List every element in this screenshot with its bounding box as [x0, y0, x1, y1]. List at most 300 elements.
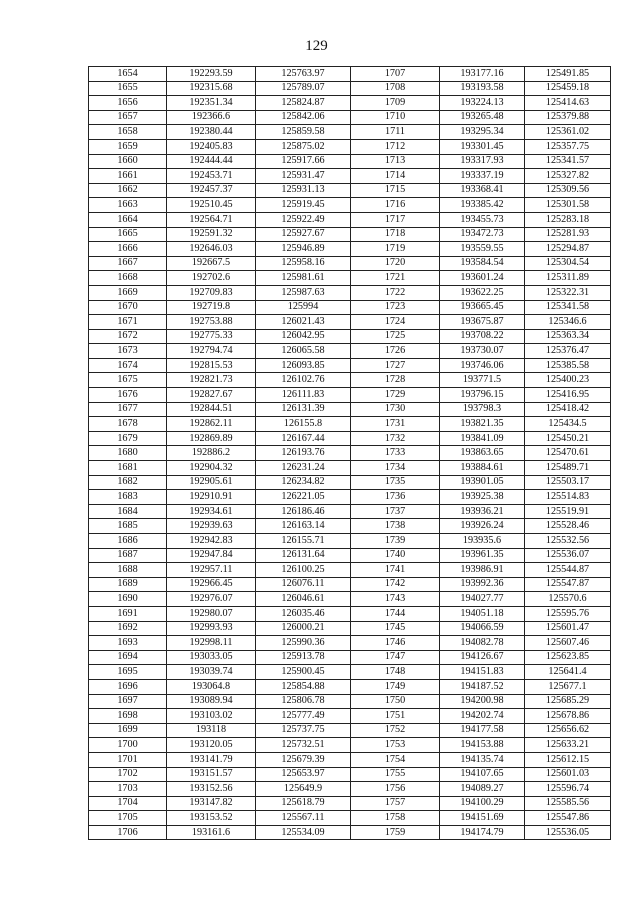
y-coordinate-left-cell: 126046.61: [256, 592, 351, 607]
point-number-right-cell: 1747: [351, 650, 440, 665]
y-coordinate-left-cell: 126035.46: [256, 606, 351, 621]
y-coordinate-right-cell: 125470.61: [525, 446, 611, 461]
x-coordinate-right-cell: 193925.38: [440, 490, 525, 505]
point-number-left-cell: 1680: [89, 446, 167, 461]
x-coordinate-right-cell: 194135.74: [440, 752, 525, 767]
point-number-left-cell: 1703: [89, 782, 167, 797]
table-row: [89, 81, 611, 96]
table-row: [89, 198, 611, 213]
point-number-right-cell: 1721: [351, 271, 440, 286]
x-coordinate-right-cell: 194100.29: [440, 796, 525, 811]
y-coordinate-left-cell: 125927.67: [256, 227, 351, 242]
x-coordinate-left-cell: 192905.61: [167, 475, 256, 490]
point-number-right-cell: 1711: [351, 125, 440, 140]
y-coordinate-right-cell: 125601.03: [525, 767, 611, 782]
table-row: [89, 782, 611, 797]
table-body: [89, 67, 611, 840]
point-number-left-cell: 1664: [89, 212, 167, 227]
point-number-right-cell: 1717: [351, 212, 440, 227]
point-number-right-cell: 1727: [351, 358, 440, 373]
x-coordinate-right-cell: 194174.79: [440, 825, 525, 840]
point-number-left-cell: 1692: [89, 621, 167, 636]
y-coordinate-left-cell: 125987.63: [256, 285, 351, 300]
table-row: [89, 329, 611, 344]
x-coordinate-right-cell: 193193.58: [440, 81, 525, 96]
x-coordinate-left-cell: 192405.83: [167, 139, 256, 154]
x-coordinate-right-cell: 193295.34: [440, 125, 525, 140]
y-coordinate-left-cell: 126000.21: [256, 621, 351, 636]
x-coordinate-left-cell: 192862.11: [167, 417, 256, 432]
y-coordinate-left-cell: 125922.49: [256, 212, 351, 227]
table-row: [89, 227, 611, 242]
point-number-left-cell: 1687: [89, 548, 167, 563]
x-coordinate-left-cell: 193120.05: [167, 738, 256, 753]
y-coordinate-right-cell: 125346.6: [525, 315, 611, 330]
point-number-left-cell: 1663: [89, 198, 167, 213]
point-number-left-cell: 1698: [89, 709, 167, 724]
x-coordinate-left-cell: 192351.34: [167, 96, 256, 111]
point-number-right-cell: 1751: [351, 709, 440, 724]
point-number-right-cell: 1722: [351, 285, 440, 300]
point-number-left-cell: 1679: [89, 431, 167, 446]
table-row: [89, 606, 611, 621]
point-number-right-cell: 1730: [351, 402, 440, 417]
y-coordinate-right-cell: 125536.05: [525, 825, 611, 840]
x-coordinate-left-cell: 192957.11: [167, 563, 256, 578]
table-row: [89, 592, 611, 607]
x-coordinate-left-cell: 193033.05: [167, 650, 256, 665]
table-row: [89, 679, 611, 694]
x-coordinate-right-cell: 194051.18: [440, 606, 525, 621]
point-number-left-cell: 1702: [89, 767, 167, 782]
y-coordinate-right-cell: 125596.74: [525, 782, 611, 797]
table-row: [89, 621, 611, 636]
x-coordinate-left-cell: 192667.5: [167, 256, 256, 271]
table-row: [89, 285, 611, 300]
table-row: [89, 110, 611, 125]
x-coordinate-left-cell: 192646.03: [167, 242, 256, 257]
point-number-right-cell: 1734: [351, 461, 440, 476]
table-row: [89, 490, 611, 505]
x-coordinate-left-cell: 192453.71: [167, 169, 256, 184]
point-number-right-cell: 1720: [351, 256, 440, 271]
point-number-left-cell: 1660: [89, 154, 167, 169]
x-coordinate-right-cell: 193622.25: [440, 285, 525, 300]
table-row: [89, 461, 611, 476]
point-number-left-cell: 1683: [89, 490, 167, 505]
point-number-left-cell: 1694: [89, 650, 167, 665]
x-coordinate-right-cell: 193455.73: [440, 212, 525, 227]
x-coordinate-right-cell: 193771.5: [440, 373, 525, 388]
x-coordinate-right-cell: 193472.73: [440, 227, 525, 242]
x-coordinate-left-cell: 192980.07: [167, 606, 256, 621]
x-coordinate-left-cell: 192976.07: [167, 592, 256, 607]
x-coordinate-right-cell: 193224.13: [440, 96, 525, 111]
point-number-left-cell: 1693: [89, 636, 167, 651]
point-number-left-cell: 1655: [89, 81, 167, 96]
table-row: [89, 315, 611, 330]
x-coordinate-left-cell: 192815.53: [167, 358, 256, 373]
x-coordinate-right-cell: 193986.91: [440, 563, 525, 578]
x-coordinate-right-cell: 193317.93: [440, 154, 525, 169]
table-row: [89, 183, 611, 198]
y-coordinate-right-cell: 125595.76: [525, 606, 611, 621]
x-coordinate-left-cell: 193152.56: [167, 782, 256, 797]
x-coordinate-left-cell: 192366.6: [167, 110, 256, 125]
y-coordinate-left-cell: 125981.61: [256, 271, 351, 286]
point-number-right-cell: 1749: [351, 679, 440, 694]
y-coordinate-right-cell: 125601.47: [525, 621, 611, 636]
x-coordinate-left-cell: 193161.6: [167, 825, 256, 840]
y-coordinate-left-cell: 125994: [256, 300, 351, 315]
y-coordinate-right-cell: 125301.58: [525, 198, 611, 213]
point-number-right-cell: 1724: [351, 315, 440, 330]
x-coordinate-left-cell: 192827.67: [167, 388, 256, 403]
y-coordinate-left-cell: 126076.11: [256, 577, 351, 592]
table-row: [89, 825, 611, 840]
y-coordinate-right-cell: 125361.02: [525, 125, 611, 140]
x-coordinate-left-cell: 192293.59: [167, 67, 256, 82]
y-coordinate-left-cell: 126234.82: [256, 475, 351, 490]
x-coordinate-left-cell: 192315.68: [167, 81, 256, 96]
point-number-left-cell: 1657: [89, 110, 167, 125]
y-coordinate-right-cell: 125685.29: [525, 694, 611, 709]
y-coordinate-left-cell: 125777.49: [256, 709, 351, 724]
y-coordinate-left-cell: 125946.89: [256, 242, 351, 257]
point-number-right-cell: 1756: [351, 782, 440, 797]
y-coordinate-left-cell: 126131.39: [256, 402, 351, 417]
y-coordinate-right-cell: 125294.87: [525, 242, 611, 257]
x-coordinate-left-cell: 193147.82: [167, 796, 256, 811]
x-coordinate-left-cell: 192939.63: [167, 519, 256, 534]
table-row: [89, 431, 611, 446]
point-number-right-cell: 1726: [351, 344, 440, 359]
point-number-right-cell: 1753: [351, 738, 440, 753]
y-coordinate-right-cell: 125633.21: [525, 738, 611, 753]
table-row: [89, 811, 611, 826]
x-coordinate-left-cell: 192702.6: [167, 271, 256, 286]
y-coordinate-right-cell: 125489.71: [525, 461, 611, 476]
y-coordinate-right-cell: 125450.21: [525, 431, 611, 446]
y-coordinate-right-cell: 125341.58: [525, 300, 611, 315]
y-coordinate-right-cell: 125281.93: [525, 227, 611, 242]
x-coordinate-left-cell: 192380.44: [167, 125, 256, 140]
y-coordinate-right-cell: 125379.88: [525, 110, 611, 125]
x-coordinate-right-cell: 194202.74: [440, 709, 525, 724]
y-coordinate-right-cell: 125536.07: [525, 548, 611, 563]
y-coordinate-left-cell: 125990.36: [256, 636, 351, 651]
x-coordinate-right-cell: 193730.07: [440, 344, 525, 359]
table-row: [89, 373, 611, 388]
y-coordinate-right-cell: 125607.46: [525, 636, 611, 651]
x-coordinate-left-cell: 192775.33: [167, 329, 256, 344]
y-coordinate-left-cell: 125913.78: [256, 650, 351, 665]
x-coordinate-left-cell: 193151.57: [167, 767, 256, 782]
x-coordinate-left-cell: 192886.2: [167, 446, 256, 461]
y-coordinate-left-cell: 126155.8: [256, 417, 351, 432]
point-number-right-cell: 1729: [351, 388, 440, 403]
y-coordinate-right-cell: 125327.82: [525, 169, 611, 184]
y-coordinate-right-cell: 125341.57: [525, 154, 611, 169]
x-coordinate-right-cell: 193936.21: [440, 504, 525, 519]
y-coordinate-right-cell: 125585.56: [525, 796, 611, 811]
x-coordinate-left-cell: 192444.44: [167, 154, 256, 169]
table-row: [89, 402, 611, 417]
x-coordinate-left-cell: 192966.45: [167, 577, 256, 592]
x-coordinate-right-cell: 194151.69: [440, 811, 525, 826]
y-coordinate-left-cell: 126155.71: [256, 534, 351, 549]
point-number-left-cell: 1661: [89, 169, 167, 184]
point-number-left-cell: 1658: [89, 125, 167, 140]
x-coordinate-right-cell: 194153.88: [440, 738, 525, 753]
y-coordinate-left-cell: 125931.47: [256, 169, 351, 184]
point-number-right-cell: 1759: [351, 825, 440, 840]
point-number-left-cell: 1677: [89, 402, 167, 417]
x-coordinate-right-cell: 194027.77: [440, 592, 525, 607]
table-row: [89, 752, 611, 767]
x-coordinate-left-cell: 192844.51: [167, 402, 256, 417]
x-coordinate-right-cell: 193675.87: [440, 315, 525, 330]
point-number-right-cell: 1735: [351, 475, 440, 490]
y-coordinate-left-cell: 126221.05: [256, 490, 351, 505]
point-number-right-cell: 1709: [351, 96, 440, 111]
x-coordinate-left-cell: 192934.61: [167, 504, 256, 519]
x-coordinate-right-cell: 193301.45: [440, 139, 525, 154]
x-coordinate-left-cell: 192821.73: [167, 373, 256, 388]
point-number-left-cell: 1674: [89, 358, 167, 373]
page-number: 129: [305, 38, 328, 54]
point-number-right-cell: 1748: [351, 665, 440, 680]
y-coordinate-right-cell: 125503.17: [525, 475, 611, 490]
table-row: [89, 358, 611, 373]
point-number-right-cell: 1708: [351, 81, 440, 96]
point-number-left-cell: 1670: [89, 300, 167, 315]
point-number-left-cell: 1673: [89, 344, 167, 359]
point-number-right-cell: 1716: [351, 198, 440, 213]
x-coordinate-right-cell: 193935.6: [440, 534, 525, 549]
point-number-left-cell: 1667: [89, 256, 167, 271]
x-coordinate-right-cell: 193798.3: [440, 402, 525, 417]
point-number-left-cell: 1659: [89, 139, 167, 154]
y-coordinate-left-cell: 125824.87: [256, 96, 351, 111]
point-number-right-cell: 1737: [351, 504, 440, 519]
y-coordinate-left-cell: 125789.07: [256, 81, 351, 96]
y-coordinate-right-cell: 125434.5: [525, 417, 611, 432]
table-row: [89, 67, 611, 82]
x-coordinate-left-cell: 192510.45: [167, 198, 256, 213]
point-number-right-cell: 1707: [351, 67, 440, 82]
x-coordinate-right-cell: 193884.61: [440, 461, 525, 476]
x-coordinate-left-cell: 192753.88: [167, 315, 256, 330]
point-number-right-cell: 1743: [351, 592, 440, 607]
table-row: [89, 446, 611, 461]
x-coordinate-left-cell: 193089.94: [167, 694, 256, 709]
y-coordinate-right-cell: 125544.87: [525, 563, 611, 578]
x-coordinate-left-cell: 192910.91: [167, 490, 256, 505]
point-number-right-cell: 1740: [351, 548, 440, 563]
point-number-left-cell: 1697: [89, 694, 167, 709]
table-row: [89, 723, 611, 738]
table-row: [89, 344, 611, 359]
x-coordinate-right-cell: 194107.65: [440, 767, 525, 782]
table-row: [89, 767, 611, 782]
y-coordinate-left-cell: 126102.76: [256, 373, 351, 388]
y-coordinate-left-cell: 125919.45: [256, 198, 351, 213]
y-coordinate-left-cell: 125958.16: [256, 256, 351, 271]
y-coordinate-left-cell: 126021.43: [256, 315, 351, 330]
point-number-left-cell: 1665: [89, 227, 167, 242]
x-coordinate-right-cell: 194066.59: [440, 621, 525, 636]
x-coordinate-left-cell: 192719.8: [167, 300, 256, 315]
y-coordinate-right-cell: 125532.56: [525, 534, 611, 549]
point-number-left-cell: 1654: [89, 67, 167, 82]
table-row: [89, 694, 611, 709]
x-coordinate-right-cell: 193337.19: [440, 169, 525, 184]
x-coordinate-right-cell: 193901.05: [440, 475, 525, 490]
y-coordinate-right-cell: 125459.18: [525, 81, 611, 96]
point-number-left-cell: 1672: [89, 329, 167, 344]
y-coordinate-right-cell: 125418.42: [525, 402, 611, 417]
table-row: [89, 519, 611, 534]
point-number-right-cell: 1739: [351, 534, 440, 549]
table-row: [89, 125, 611, 140]
point-number-right-cell: 1757: [351, 796, 440, 811]
point-number-right-cell: 1728: [351, 373, 440, 388]
y-coordinate-right-cell: 125641.4: [525, 665, 611, 680]
x-coordinate-left-cell: 192591.32: [167, 227, 256, 242]
y-coordinate-right-cell: 125623.85: [525, 650, 611, 665]
point-number-left-cell: 1701: [89, 752, 167, 767]
y-coordinate-right-cell: 125547.86: [525, 811, 611, 826]
y-coordinate-left-cell: 125763.97: [256, 67, 351, 82]
point-number-left-cell: 1678: [89, 417, 167, 432]
coordinates-table: [88, 66, 611, 840]
x-coordinate-left-cell: 193141.79: [167, 752, 256, 767]
point-number-left-cell: 1656: [89, 96, 167, 111]
y-coordinate-left-cell: 126131.64: [256, 548, 351, 563]
point-number-left-cell: 1676: [89, 388, 167, 403]
x-coordinate-right-cell: 193961.35: [440, 548, 525, 563]
x-coordinate-left-cell: 192564.71: [167, 212, 256, 227]
point-number-left-cell: 1690: [89, 592, 167, 607]
y-coordinate-left-cell: 125917.66: [256, 154, 351, 169]
y-coordinate-right-cell: 125528.46: [525, 519, 611, 534]
table-row: [89, 242, 611, 257]
point-number-right-cell: 1736: [351, 490, 440, 505]
y-coordinate-left-cell: 126186.46: [256, 504, 351, 519]
y-coordinate-left-cell: 125859.58: [256, 125, 351, 140]
y-coordinate-left-cell: 126163.14: [256, 519, 351, 534]
y-coordinate-right-cell: 125677.1: [525, 679, 611, 694]
table-row: [89, 563, 611, 578]
table-row: [89, 169, 611, 184]
y-coordinate-right-cell: 125311.89: [525, 271, 611, 286]
y-coordinate-right-cell: 125612.15: [525, 752, 611, 767]
x-coordinate-right-cell: 194187.52: [440, 679, 525, 694]
y-coordinate-right-cell: 125400.23: [525, 373, 611, 388]
point-number-right-cell: 1718: [351, 227, 440, 242]
x-coordinate-left-cell: 193118: [167, 723, 256, 738]
y-coordinate-left-cell: 125618.79: [256, 796, 351, 811]
point-number-left-cell: 1662: [89, 183, 167, 198]
x-coordinate-right-cell: 193584.54: [440, 256, 525, 271]
point-number-right-cell: 1750: [351, 694, 440, 709]
x-coordinate-left-cell: 193064.8: [167, 679, 256, 694]
point-number-right-cell: 1746: [351, 636, 440, 651]
point-number-right-cell: 1719: [351, 242, 440, 257]
x-coordinate-left-cell: 192993.93: [167, 621, 256, 636]
point-number-left-cell: 1666: [89, 242, 167, 257]
point-number-right-cell: 1715: [351, 183, 440, 198]
point-number-right-cell: 1742: [351, 577, 440, 592]
y-coordinate-left-cell: 126093.85: [256, 358, 351, 373]
y-coordinate-right-cell: 125376.47: [525, 344, 611, 359]
point-number-left-cell: 1669: [89, 285, 167, 300]
x-coordinate-right-cell: 194151.83: [440, 665, 525, 680]
x-coordinate-left-cell: 192709.83: [167, 285, 256, 300]
table-row: [89, 256, 611, 271]
table-row: [89, 96, 611, 111]
x-coordinate-right-cell: 193665.45: [440, 300, 525, 315]
point-number-left-cell: 1686: [89, 534, 167, 549]
x-coordinate-left-cell: 193153.52: [167, 811, 256, 826]
table-row: [89, 300, 611, 315]
point-number-right-cell: 1723: [351, 300, 440, 315]
point-number-right-cell: 1710: [351, 110, 440, 125]
y-coordinate-right-cell: 125416.95: [525, 388, 611, 403]
x-coordinate-right-cell: 194082.78: [440, 636, 525, 651]
y-coordinate-left-cell: 125854.88: [256, 679, 351, 694]
x-coordinate-left-cell: 192457.37: [167, 183, 256, 198]
table-row: [89, 388, 611, 403]
point-number-right-cell: 1752: [351, 723, 440, 738]
x-coordinate-right-cell: 193926.24: [440, 519, 525, 534]
x-coordinate-left-cell: 192904.32: [167, 461, 256, 476]
x-coordinate-right-cell: 193601.24: [440, 271, 525, 286]
x-coordinate-left-cell: 193039.74: [167, 665, 256, 680]
point-number-right-cell: 1714: [351, 169, 440, 184]
x-coordinate-right-cell: 193821.35: [440, 417, 525, 432]
y-coordinate-left-cell: 126167.44: [256, 431, 351, 446]
point-number-left-cell: 1691: [89, 606, 167, 621]
y-coordinate-left-cell: 125679.39: [256, 752, 351, 767]
y-coordinate-right-cell: 125514.83: [525, 490, 611, 505]
y-coordinate-right-cell: 125309.56: [525, 183, 611, 198]
point-number-right-cell: 1732: [351, 431, 440, 446]
y-coordinate-right-cell: 125656.62: [525, 723, 611, 738]
point-number-left-cell: 1706: [89, 825, 167, 840]
x-coordinate-right-cell: 194089.27: [440, 782, 525, 797]
x-coordinate-right-cell: 193863.65: [440, 446, 525, 461]
point-number-left-cell: 1685: [89, 519, 167, 534]
y-coordinate-left-cell: 125567.11: [256, 811, 351, 826]
y-coordinate-left-cell: 125875.02: [256, 139, 351, 154]
point-number-left-cell: 1705: [89, 811, 167, 826]
point-number-left-cell: 1675: [89, 373, 167, 388]
point-number-left-cell: 1688: [89, 563, 167, 578]
y-coordinate-right-cell: 125414.63: [525, 96, 611, 111]
y-coordinate-left-cell: 125842.06: [256, 110, 351, 125]
point-number-right-cell: 1731: [351, 417, 440, 432]
x-coordinate-right-cell: 194200.98: [440, 694, 525, 709]
y-coordinate-right-cell: 125519.91: [525, 504, 611, 519]
point-number-left-cell: 1696: [89, 679, 167, 694]
x-coordinate-right-cell: 193708.22: [440, 329, 525, 344]
x-coordinate-left-cell: 193103.02: [167, 709, 256, 724]
point-number-right-cell: 1741: [351, 563, 440, 578]
y-coordinate-left-cell: 126193.76: [256, 446, 351, 461]
y-coordinate-left-cell: 125732.51: [256, 738, 351, 753]
